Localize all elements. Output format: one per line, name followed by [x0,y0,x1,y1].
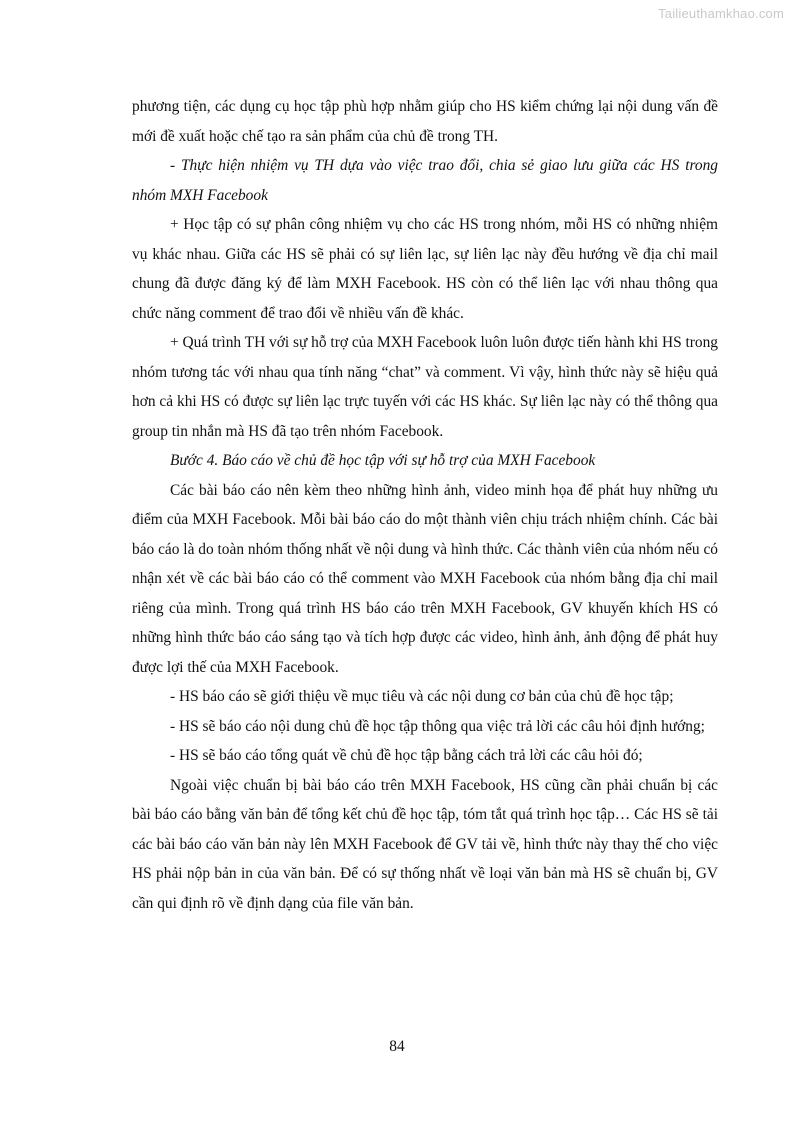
paragraph-report-goal: - HS báo cáo sẽ giới thiệu về mục tiêu và các nội dung cơ bản của chủ đề học tập; [170,688,674,705]
paragraph-task-heading: - Thực hiện nhiệm vụ TH dựa vào việc trao đổi, chia sẻ giao lưu giữa các HS trong nhóm MXH Facebook [132,157,718,204]
paragraph-task-assignment: + Học tập có sự phân công nhiệm vụ cho các HS trong nhóm, mỗi HS có những nhiệm vụ khác nhau. Giữa các HS sẽ phải có sự liên lạc, sự liên lạc này đều hướng về địa chỉ mail chung đã được đăng ký để làm MXH Facebook. HS còn có thể liên lạc với nhau thông qua chức năng comment để trao đổi về nhiều vấn đề khác. [132,216,718,322]
paragraph-intro-continuation: phương tiện, các dụng cụ học tập phù hợp nhằm giúp cho HS kiểm chứng lại nội dung vấn đề mới đề xuất hoặc chế tạo ra sản phẩm của chủ đề trong TH. [132,98,718,145]
paragraph-chat-interaction: + Quá trình TH với sự hỗ trợ của MXH Facebook luôn luôn được tiến hành khi HS trong nhóm tương tác với nhau qua tính năng “chat” và comment. Vì vậy, hình thức này sẽ hiệu quả hơn cả khi HS có được sự liên lạc trực tuyến với các HS khác. Sự liên lạc này có thể thông qua group tin nhắn mà HS đã tạo trên nhóm Facebook. [132,334,718,440]
page-number: 84 [389,1038,405,1055]
paragraph-written-report: Ngoài việc chuẩn bị bài báo cáo trên MXH Facebook, HS cũng cần phải chuẩn bị các bài báo cáo bằng văn bản để tổng kết chủ đề học tập, tóm tắt quá trình học tập… Các HS sẽ tải các bài báo cáo văn bản này lên MXH Facebook để GV tải về, hình thức này thay thế cho việc HS phải nộp bản in của văn bản. Để có sự thống nhất về loại văn bản mà HS sẽ chuẩn bị, GV cần qui định rõ về định dạng của file văn bản. [132,776,718,912]
paragraph-step4-heading: Bước 4. Báo cáo về chủ đề học tập với sự hỗ trợ của MXH Facebook [170,452,596,469]
paragraph-report-summary: - HS sẽ báo cáo tổng quát về chủ đề học tập bằng cách trả lời các câu hỏi đó; [170,747,643,764]
watermark: Tailieuthamkhao.com [658,6,784,21]
paragraph-report-content: Các bài báo cáo nên kèm theo những hình ảnh, video minh họa để phát huy những ưu điểm của MXH Facebook. Mỗi bài báo cáo do một thành viên chịu trách nhiệm chính. Các bài báo cáo là do toàn nhóm thống nhất về nội dung và hình thức. Các thành viên của nhóm nếu có nhận xét về các bài báo cáo có thể comment vào MXH Facebook của nhóm bằng địa chỉ mail riêng của mình. Trong quá trình HS báo cáo trên MXH Facebook, GV khuyến khích HS có những hình thức báo cáo sáng tạo và tích hợp được các video, hình ảnh, ảnh động để phát huy được lợi thế của MXH Facebook. [132,481,718,676]
paragraph-report-questions: - HS sẽ báo cáo nội dung chủ đề học tập thông qua việc trả lời các câu hỏi định hướng; [170,717,705,735]
document-body [132,92,718,918]
